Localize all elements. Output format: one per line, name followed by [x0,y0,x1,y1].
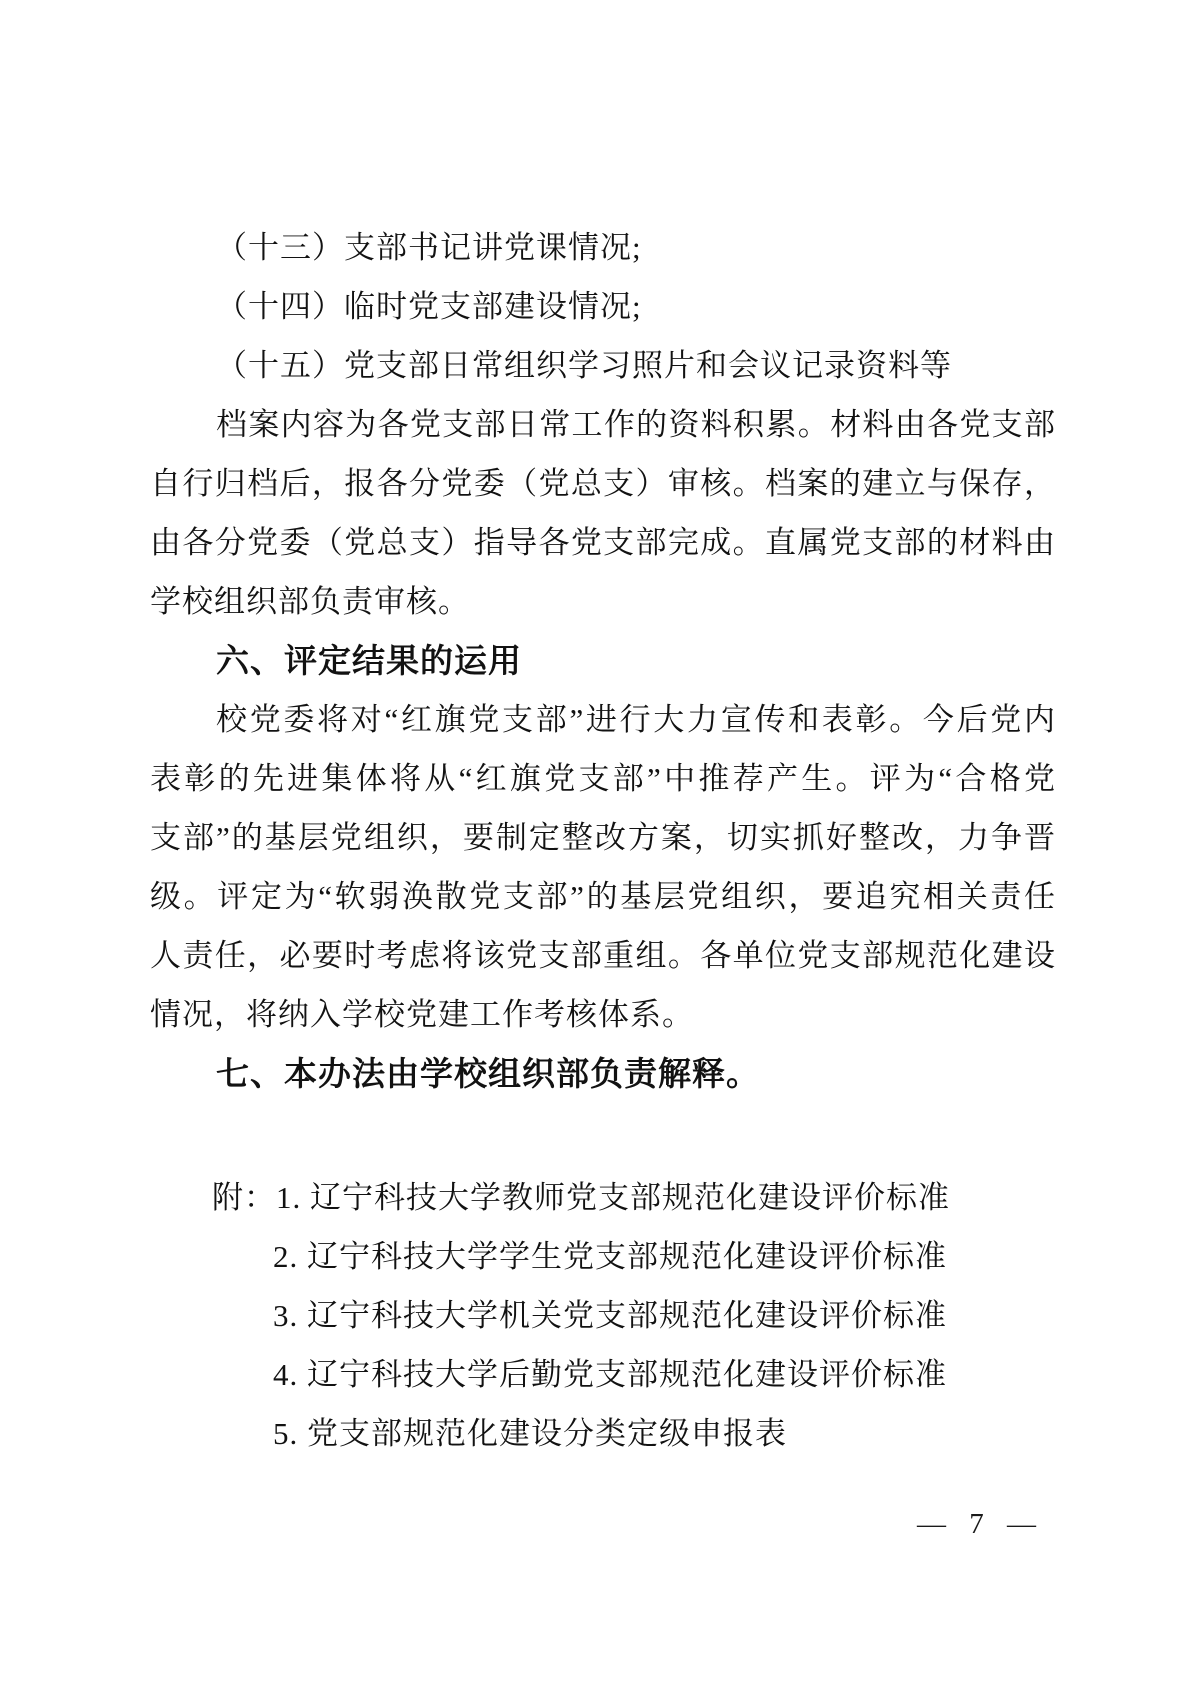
attachments-list [150,1168,1056,1463]
list-item-14: （十四）临时党支部建设情况; [216,289,642,324]
attachment-item: 2. 辽宁科技大学学生党支部规范化建设评价标准 [273,1239,947,1274]
paragraph-results-line: 级。评定为“软弱涣散党支部”的基层党组织，要追究相关责任 [150,879,1056,914]
list-item-15: （十五）党支部日常组织学习照片和会议记录资料等 [216,348,952,383]
section-heading-6: 六、评定结果的运用 [216,642,522,679]
section-heading-7: 七、本办法由学校组织部负责解释。 [216,1055,760,1092]
paragraph-archive-line: 学校组织部负责审核。 [150,584,470,619]
attachments-label: 附： [212,1180,276,1215]
paragraph-results-line: 表彰的先进集体将从“红旗党支部”中推荐产生。评为“合格党 [150,761,1056,796]
paragraph-archive-line: 档案内容为各党支部日常工作的资料积累。材料由各党支部 [216,407,1056,442]
attachment-item: 5. 党支部规范化建设分类定级申报表 [273,1416,787,1451]
attachment-item: 1. 辽宁科技大学教师党支部规范化建设评价标准 [276,1180,950,1215]
paragraph-results-line: 人责任，必要时考虑将该党支部重组。各单位党支部规范化建设 [150,938,1056,973]
paragraph-results-line: 情况，将纳入学校党建工作考核体系。 [150,997,694,1032]
page-number: — 7 — [917,1508,1043,1540]
paragraph-results-line: 校党委将对“红旗党支部”进行大力宣传和表彰。今后党内 [216,702,1056,737]
paragraph-archive-line: 由各分党委（党总支）指导各党支部完成。直属党支部的材料由 [150,525,1056,560]
attachments-first-line [150,1168,1056,1227]
attachment-item: 3. 辽宁科技大学机关党支部规范化建设评价标准 [273,1298,947,1333]
paragraph-results-line: 支部”的基层党组织，要制定整改方案，切实抓好整改，力争晋 [150,820,1056,855]
paragraph-archive-line: 自行归档后，报各分党委（党总支）审核。档案的建立与保存， [150,466,1056,501]
list-item-13: （十三）支部书记讲党课情况; [216,230,642,265]
attachment-item: 4. 辽宁科技大学后勤党支部规范化建设评价标准 [273,1357,947,1392]
document-body [150,218,1056,1463]
